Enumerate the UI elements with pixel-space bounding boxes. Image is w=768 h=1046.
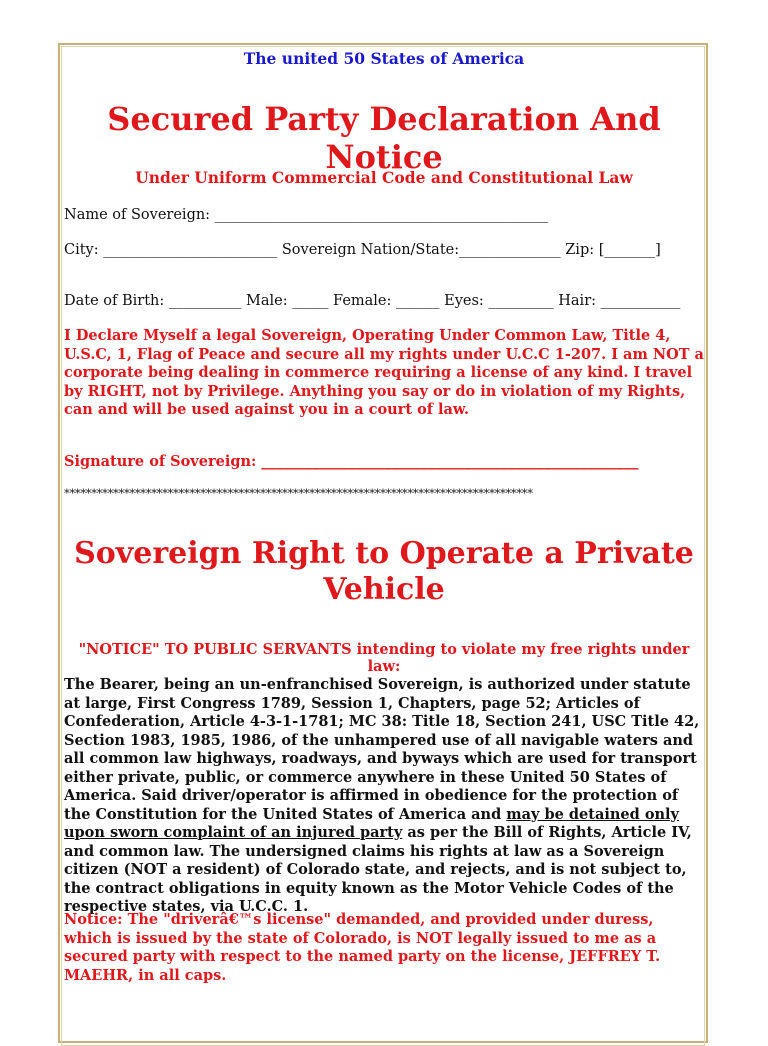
- license-notice-paragraph: Notice: The "driverâ€™s license" demanded, and provided under duress, which is issued by the state of Colorado, is NOT legally issued to me as a secured party with respect to the named party on the license, JEFFREY T. MAEHR, in all caps.: [64, 911, 661, 984]
- document-body: [64, 48, 704, 984]
- notice-heading: "NOTICE" TO PUBLIC SERVANTS intending to violate my free rights under law:: [78, 641, 690, 675]
- bearer-text-underlined: may be detained only upon sworn complaint of an injured party: [64, 805, 679, 841]
- subtitle: Under Uniform Commercial Code and Constitutional Law: [135, 168, 633, 187]
- separator-stars: **************************************************************************************: [64, 486, 533, 500]
- bearer-text-part2: as per the Bill of Rights, Article IV, and common law. The undersigned claims his rights at law as a Sovereign citizen (NOT a resident) of Colorado state, and rejects, and is not subject to, the contract obligations in equity known as the Motor Vehicle Codes of the respective states, via U.C.C. 1.: [64, 824, 692, 915]
- section-title: Sovereign Right to Operate a Private Vehicle: [74, 536, 694, 607]
- signature-line: Signature of Sovereign: ____________________________________________________: [64, 453, 639, 470]
- bearer-paragraph: [64, 676, 704, 917]
- dob-field-line: Date of Birth: __________ Male: _____ Female: ______ Eyes: _________ Hair: ___________: [64, 293, 681, 309]
- city-field-line: City: ________________________ Sovereign Nation/State:______________ Zip: [_______]: [64, 242, 661, 258]
- top-title: The united 50 States of America: [243, 49, 525, 68]
- main-title: Secured Party Declaration And Notice: [107, 100, 661, 176]
- bearer-text-part1: The Bearer, being an un-enfranchised Sovereign, is authorized under statute at large, First Congress 1789, Session 1, Chapters, page 52; Articles of Confederation, Article 4-3-1-1781; MC 38: Title 18, Section 241, USC Title 42, Section 1983, 1985, 1986, of the unhampered use of all navigable waters and all common law highways, roadways, and byways which are used for transport either private, public, or commerce anywhere in these United 50 States of America. Said driver/operator is affirmed in obedience for the protection of the Constitution for the United States of America and: [64, 676, 700, 823]
- name-field-line: Name of Sovereign: ______________________________________________: [64, 207, 549, 223]
- declaration-paragraph: I Declare Myself a legal Sovereign, Operating Under Common Law, Title 4, U.S.C, 1, Flag of Peace and secure all my rights under U.C.C 1-207. I am NOT a corporate being dealing in commerce requiring a license of any kind. I travel by RIGHT, not by Privilege. Anything you say or do in violation of my Rights, can and will be used against you in a court of law.: [64, 327, 704, 418]
